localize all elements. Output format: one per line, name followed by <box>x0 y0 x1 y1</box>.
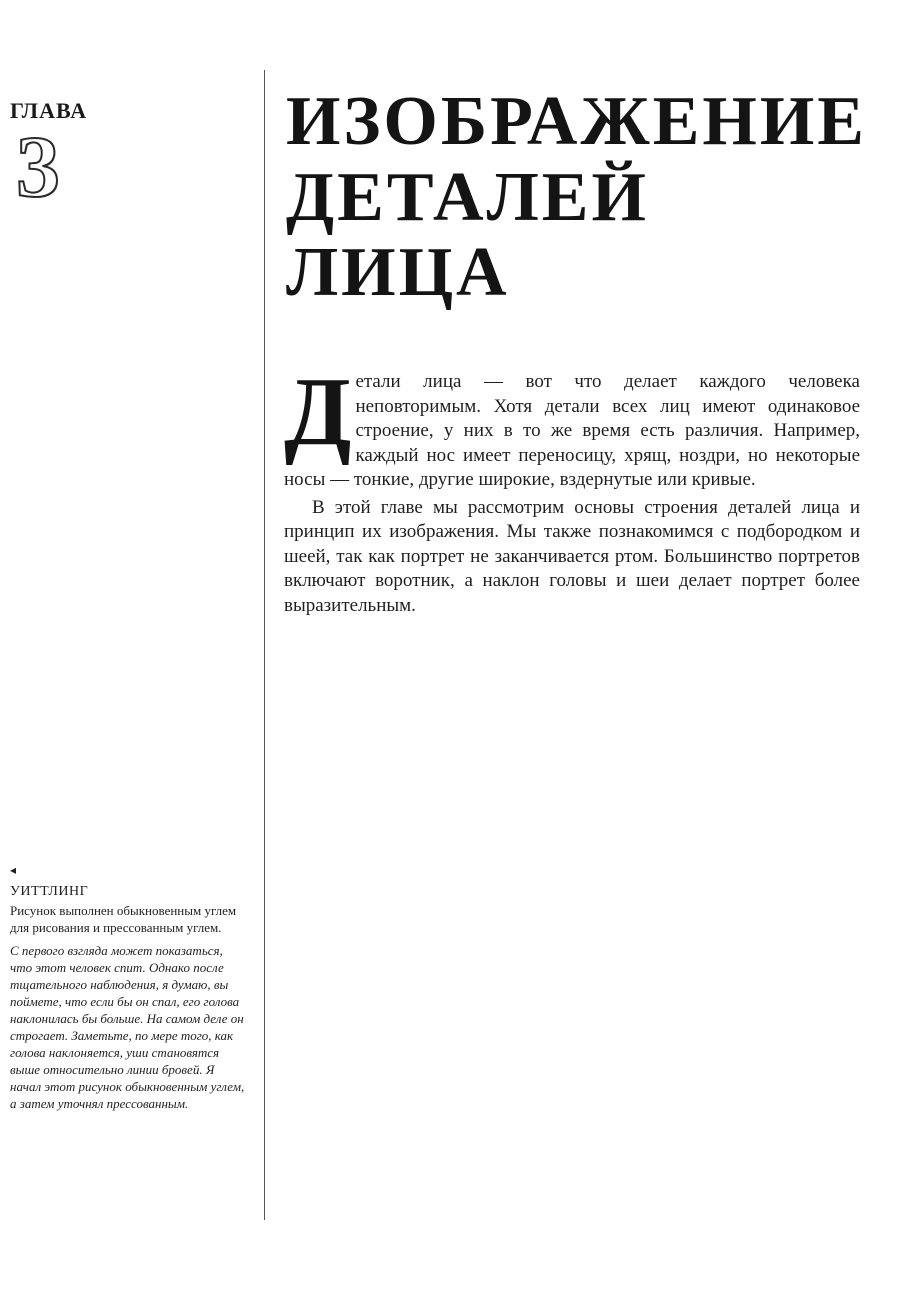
vertical-divider <box>264 70 265 1220</box>
figure-caption <box>10 862 246 1112</box>
body-text <box>284 358 860 618</box>
chapter-label: ГЛАВА <box>10 98 88 123</box>
drop-cap: Д <box>284 358 352 466</box>
title-line-2: ДЕТАЛЕЙ ЛИЦА <box>286 158 649 312</box>
page-title <box>286 84 886 311</box>
caption-commentary: С первого взгляда может показаться, что этот человек спит. Однако после тщательного наблюдения, я думаю, вы поймете, что если бы он спал, его голова наклонилась бы больше. На самом деле он строгает. Заметьте, по мере того, как голова наклоняется, уши становятся выше относительно линии бровей. Я начал этот рисунок обыкновенным углем, а затем уточнял прессованным. <box>10 943 245 1111</box>
title-line-1: ИЗОБРАЖЕНИЕ <box>286 83 867 160</box>
paragraph-1-text: етали лица — вот что делает каждого человека неповторимым. Хотя детали всех лиц имеют одинаковое строение, у них в то же время есть различия. Например, каждый нос имеет переносицу, хрящ, ноздри, но некоторые носы — тонкие, другие широкие, вздернутые или кривые. <box>284 371 860 490</box>
chapter-number: 3 <box>16 119 60 216</box>
paragraph-2: В этой главе мы рассмотрим основы строения деталей лица и принцип их изображения. Мы также познакомимся с подбородком и шеей, так как портрет не заканчивается ртом. Большинство портретов включают воротник, а наклон головы и шеи делает портрет более выразительным. <box>284 496 860 616</box>
paragraph-1 <box>284 358 860 493</box>
caption-title: УИТТЛИНГ <box>10 884 89 899</box>
caption-description: Рисунок выполнен обыкновенным углем для рисования и прессованным углем. <box>10 903 237 935</box>
caption-arrow-icon: ◂ <box>10 863 17 877</box>
